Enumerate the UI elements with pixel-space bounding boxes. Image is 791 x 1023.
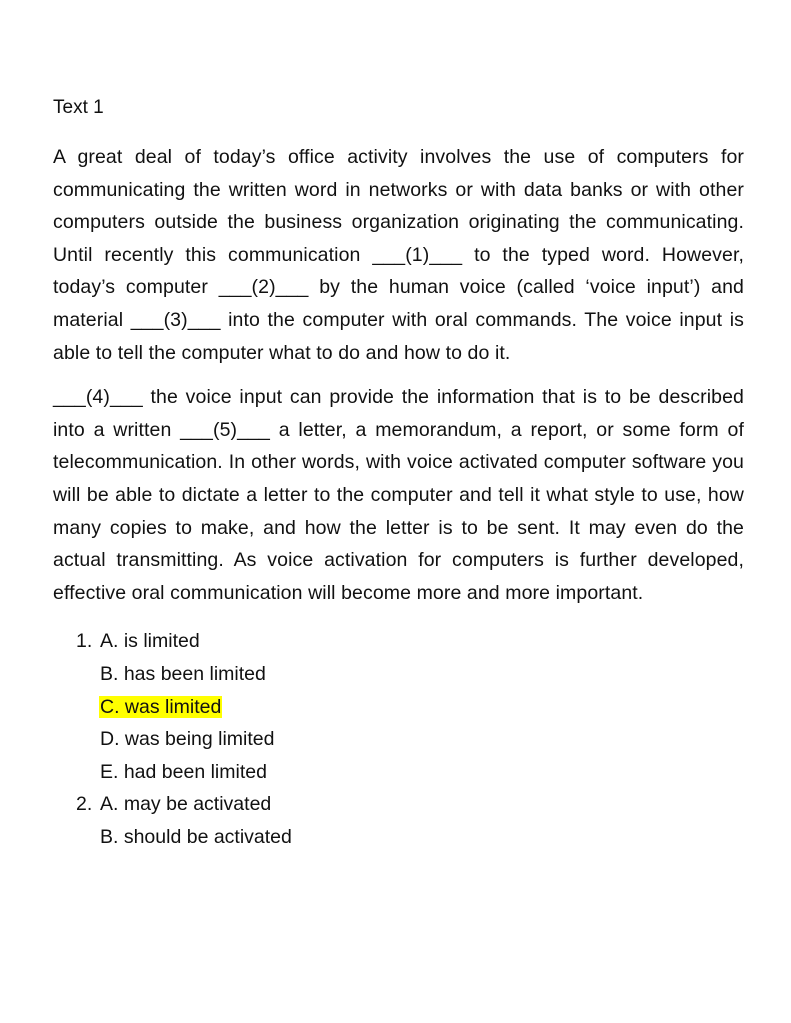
- question-number: 1.: [76, 630, 93, 653]
- text-heading: Text 1: [53, 97, 104, 118]
- option-text: B. has been limited: [100, 662, 266, 685]
- question-2: [53, 788, 744, 853]
- paragraph-2: ___(4)___ the voice input can provide the information that is to be described into a written ___(5)___ a letter, a memorandum, a report, or some form of telecommunication. In other words, with voice activated computer software you will be able to dictate a letter to the computer and tell it what style to use, how many copies to make, and how the letter is to be sent. It may even do the actual transmitting. As voice activation for computers is further developed, effective oral communication will become more and more important.: [53, 386, 744, 604]
- answer-option[interactable]: [99, 723, 744, 756]
- option-text: E. had been limited: [100, 760, 267, 783]
- document-page: [53, 95, 744, 853]
- answer-option[interactable]: [99, 821, 744, 854]
- answer-option-highlighted[interactable]: [99, 691, 744, 724]
- question-list: [53, 625, 744, 853]
- answer-option[interactable]: [99, 788, 744, 821]
- paragraph-1: A great deal of today’s office activity involves the use of computers for communicating the written word in networks or with data banks or with other computers outside the business organization originating the communicating. Until recently this communication ___(1)___ to the typed word. However, today’s computer ___(2)___ by the human voice (called ‘voice input’) and material ___(3)___ into the computer with oral commands. The voice input is able to tell the computer what to do and how to do it.: [53, 146, 744, 364]
- option-text: B. should be activated: [100, 825, 292, 848]
- question-1: [53, 625, 744, 788]
- option-text: A. is limited: [100, 630, 200, 653]
- answer-option[interactable]: [99, 756, 744, 789]
- option-text: D. was being limited: [100, 728, 275, 751]
- option-text: C. was limited: [100, 695, 222, 718]
- answer-option[interactable]: [99, 658, 744, 691]
- question-number: 2.: [76, 793, 93, 816]
- answer-option[interactable]: [99, 625, 744, 658]
- option-text: A. may be activated: [100, 793, 272, 816]
